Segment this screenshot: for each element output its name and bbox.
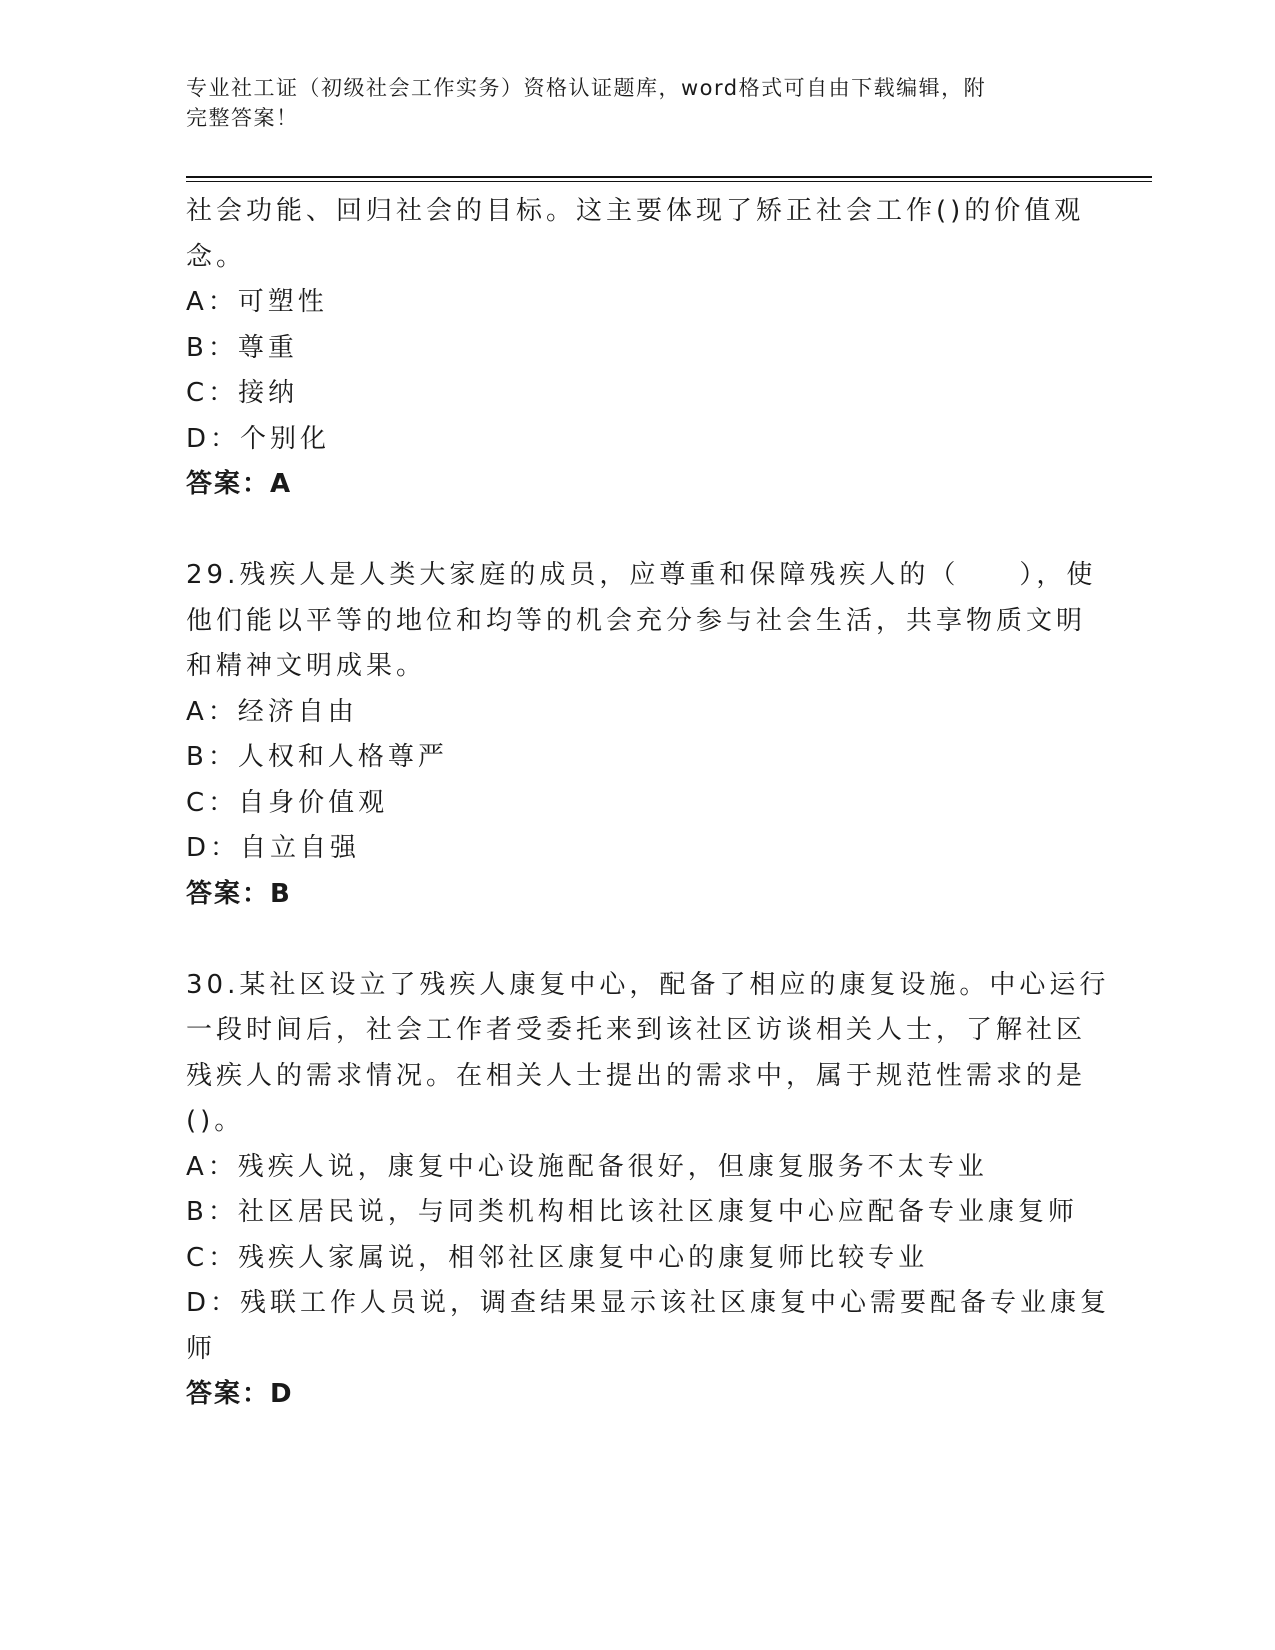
option-d-continued: 师 <box>186 1333 217 1364</box>
header-divider <box>186 176 1152 178</box>
answer-line: 答案：D <box>186 1379 294 1409</box>
question-29 <box>186 553 1097 917</box>
question-stem-line: 残疾人的需求情况。在相关人士提出的需求中，属于规范性需求的是 <box>186 1060 1087 1091</box>
option-b: B：社区居民说，与同类机构相比该社区康复中心应配备专业康复师 <box>186 1197 1078 1227</box>
option-c: C：残疾人家属说，相邻社区康复中心的康复师比较专业 <box>186 1242 929 1273</box>
question-stem-line: 一段时间后，社会工作者受委托来到该社区访谈相关人士，了解社区 <box>186 1015 1087 1045</box>
answer-line: 答案：B <box>186 878 292 909</box>
question-stem-line: 社会功能、回归社会的目标。这主要体现了矫正社会工作()的价值观 <box>186 196 1085 226</box>
question-stem-line: 念。 <box>186 241 247 272</box>
header-line: 专业社工证（初级社会工作实务）资格认证题库，word格式可自由下载编辑，附 <box>186 76 987 100</box>
option-b: B：人权和人格尊严 <box>186 742 448 772</box>
question-spacer <box>186 508 1086 554</box>
option-d: D：残联工作人员说，调查结果显示该社区康复中心需要配备专业康复 <box>186 1288 1111 1318</box>
option-d: D：自立自强 <box>186 833 361 863</box>
header-divider-thin <box>186 181 1152 182</box>
option-c: C：接纳 <box>186 378 299 408</box>
option-a: A：残疾人说，康复中心设施配备很好，但康复服务不太专业 <box>186 1151 988 1182</box>
option-a: A：可塑性 <box>186 287 328 317</box>
option-a: A：经济自由 <box>186 696 358 727</box>
question-stem-line: 和精神文明成果。 <box>186 651 427 681</box>
question-28 <box>186 189 1086 508</box>
option-b: B：尊重 <box>186 332 298 363</box>
question-30 <box>186 963 1111 1418</box>
header-line: 完整答案！ <box>186 106 299 130</box>
question-stem-line: ()。 <box>186 1106 245 1136</box>
question-list <box>186 189 1111 1418</box>
question-stem-line: 他们能以平等的地位和均等的机会充分参与社会生活，共享物质文明 <box>186 605 1087 636</box>
question-stem-line: 29.残疾人是人类大家庭的成员，应尊重和保障残疾人的（ ），使 <box>186 560 1097 590</box>
question-stem-line: 30.某社区设立了残疾人康复中心，配备了相应的康复设施。中心运行 <box>186 969 1110 1000</box>
option-c: C：自身价值观 <box>186 787 389 818</box>
page-header <box>186 73 1066 133</box>
answer-line: 答案：A <box>186 469 293 499</box>
question-spacer <box>186 917 1086 963</box>
option-d: D：个别化 <box>186 423 331 454</box>
